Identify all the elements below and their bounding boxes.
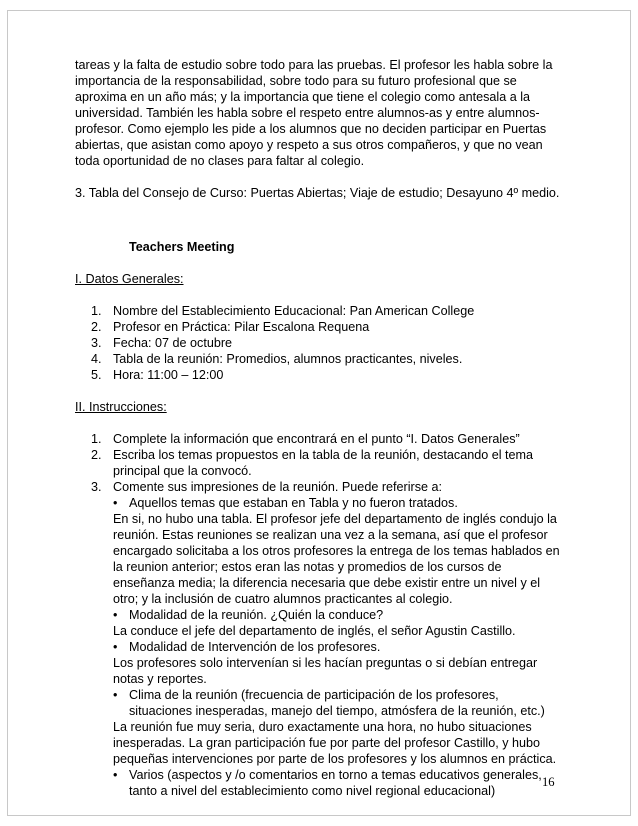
impressions-list (75, 495, 565, 511)
document-body (75, 57, 565, 799)
meeting-title: Teachers Meeting (129, 240, 235, 254)
bullet-item: • Clima de la reunión (frecuencia de participación de los profesores, situaciones inesperadas, manejo del tiempo, atmósfera de la reunión, etc.) (113, 688, 545, 718)
bullet-answer: Los profesores solo intervenían si les hacían preguntas o si debían entregar notas y reportes. (113, 656, 538, 686)
bullet-answer: En si, no hubo una tabla. El profesor jefe del departamento de inglés condujo la reunión. Estas reuniones se realizan una vez a la semana, así que el profesor encargado solicitaba a los otros profesores la entrega de los temas hablados en la reunion anterior; estos eran las notas y promedios de los cursos de enseñanza media; la diferencia necesaria que debe existir entre un nivel y el otro; y la inclusión de cuatro alumnos practicantes al colegio. (113, 512, 560, 606)
bullet-answer: La reunión fue muy seria, duro exactamente una hora, no hubo situaciones inesperadas. La gran participación fue por parte del profesor Castillo, y hubo pequeñas intervenciones por parte de los profesores y los alumnos en práctica. (113, 720, 557, 766)
item3-paragraph: 3. Tabla del Consejo de Curso: Puertas Abiertas; Viaje de estudio; Desayuno 4º medio. (75, 186, 560, 200)
list-item: 2. Escriba los temas propuestos en la tabla de la reunión, destacando el tema principal que la convocó. (91, 448, 534, 478)
list-item: 4. Tabla de la reunión: Promedios, alumnos practicantes, niveles. (91, 352, 463, 366)
datos-heading: I. Datos Generales: (75, 272, 184, 286)
list-item: 1. Complete la información que encontrará en el punto “I. Datos Generales” (91, 432, 520, 446)
list-item: 5. Hora: 11:00 – 12:00 (91, 368, 224, 382)
bullet-item: • Varios (aspectos y /o comentarios en torno a temas educativos generales, tanto a nivel del establecimiento como nivel regional educacional) (113, 768, 542, 798)
bullet-item: • Modalidad de la reunión. ¿Quién la conduce? (113, 608, 384, 622)
page-number: 16 (542, 775, 555, 789)
instrucciones-list (75, 431, 565, 495)
list-item: 3. Fecha: 07 de octubre (91, 336, 233, 350)
bullet-item: • Modalidad de Intervención de los profesores. (113, 640, 381, 654)
instrucciones-heading: II. Instrucciones: (75, 400, 167, 414)
bullet-answer: La conduce el jefe del departamento de inglés, el señor Agustin Castillo. (113, 624, 516, 638)
list-item: 3. Comente sus impresiones de la reunión. Puede referirse a: (91, 480, 443, 494)
intro-paragraph: tareas y la falta de estudio sobre todo para las pruebas. El profesor les habla sobre la importancia de la responsabilidad, sobre todo para su futuro profesional que se aproxima en un año más; y la importancia que tiene el colegio como antesala a la universidad. También les habla sobre el respeto entre alumnos-as y entre alumnos-profesor. Como ejemplo les pide a los alumnos que no deciden participar en Puertas abiertas, que asistan como apoyo y respeto a sus otros compañeros, y que no vean toda oportunidad de no clases para faltar al colegio. (75, 58, 553, 168)
bullet-item: • Aquellos temas que estaban en Tabla y no fueron tratados. (113, 496, 458, 510)
list-item: 1. Nombre del Establecimiento Educacional: Pan American College (91, 304, 475, 318)
list-item: 2. Profesor en Práctica: Pilar Escalona Requena (91, 320, 370, 334)
datos-list (75, 303, 565, 383)
